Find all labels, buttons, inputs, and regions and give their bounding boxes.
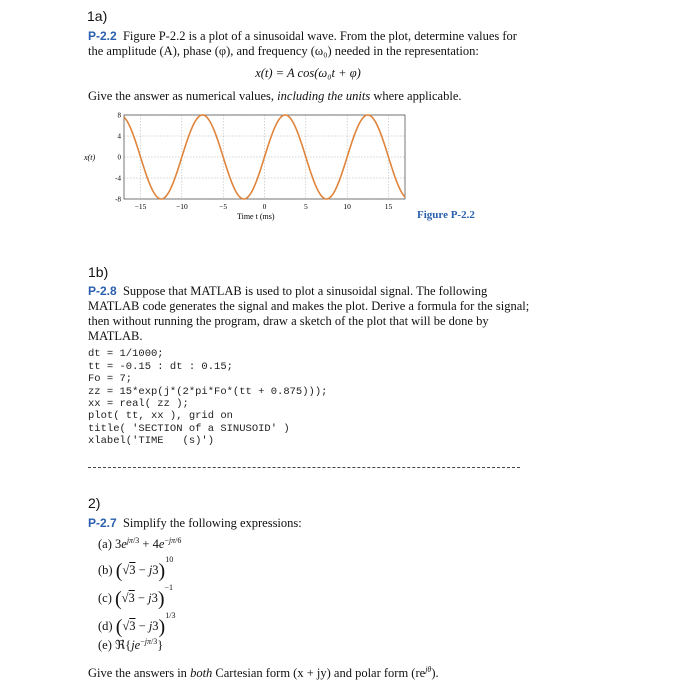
problem-p27-prompt: Simplify the following expressions:	[122, 516, 302, 530]
figure-p22-caption: Figure P-2.2	[417, 209, 475, 221]
code-line: tt = -0.15 : dt : 0.15;	[88, 360, 233, 373]
x-axis-label: Time t (ms)	[237, 212, 275, 221]
expression-a: (a) $3e^{j\pi/3} + 4e^{-j\pi/6}$	[98, 536, 182, 552]
y-tick-label: -4	[115, 174, 121, 183]
y-tick-label: 0	[117, 153, 121, 162]
problem-p28-line3: then without running the program, draw a sketch of the plot that will be done by MATLAB.	[88, 314, 489, 343]
exponent-b: 10	[165, 555, 174, 564]
y-axis-label: x(t)	[84, 153, 96, 162]
section-divider	[88, 467, 520, 468]
final-emphasis: both	[190, 666, 213, 681]
expression-c: (c) $(√3 - j3)^{-1}$	[98, 583, 174, 610]
expression-d: (d) $(√3 - j3)^{1/3}$	[98, 611, 176, 638]
x-tick-label: 15	[384, 202, 393, 211]
problem-p22-id: P-2.2	[88, 29, 117, 43]
final-post: Cartesian form (x + jy) and polar form (re	[212, 666, 426, 681]
problem-p22-equation: x(t) = A cos(ω₀t + φ)	[255, 66, 361, 80]
section-2-label: 2)	[88, 495, 101, 511]
exponent-c: −1	[164, 583, 174, 592]
code-line: plot( tt, xx ), grid on	[88, 410, 233, 423]
x-tick-label: −10	[175, 202, 188, 211]
x-tick-label: 5	[303, 202, 308, 211]
item-label-e: (e)	[98, 638, 112, 653]
y-tick-label: 8	[117, 111, 121, 120]
instruction-pre: Give the answer as numerical values,	[88, 89, 278, 103]
item-label-d: (d)	[98, 619, 113, 633]
problem-p22-instruction	[88, 89, 462, 104]
expression-e: (e) $ℜ\{je^{-j\pi/3}\}$	[98, 637, 164, 653]
problem-p28-line2: MATLAB code generates the signal and makes the plot. Derive a formula for the signal;	[88, 299, 530, 313]
item-label-c: (c)	[98, 591, 112, 605]
code-line: xx = real( zz );	[88, 398, 189, 411]
final-end: ).	[431, 666, 439, 681]
instruction-emphasis: including the units	[277, 89, 371, 103]
x-tick-label: 10	[343, 202, 351, 211]
item-label-b: (b)	[98, 563, 113, 577]
y-tick-label: 4	[117, 132, 121, 141]
exponent-d: 1/3	[165, 611, 176, 620]
x-tick-labels	[135, 202, 393, 211]
final-pre: Give the answers in	[88, 666, 191, 681]
code-line: zz = 15*exp(j*(2*pi*Fo*(tt + 0.875)));	[88, 385, 328, 398]
problem-p27-id: P-2.7	[88, 516, 117, 530]
problem-p22-text	[88, 29, 528, 59]
problem-p22-line1: Figure P-2.2 is a plot of a sinusoidal wave. From the plot, determine values for	[122, 29, 517, 43]
matlab-code-block	[88, 336, 327, 460]
x-tick-label: −15	[134, 202, 147, 211]
y-tick-label: -8	[115, 195, 121, 204]
problem-p28-line1: Suppose that MATLAB is used to plot a sinusoidal signal. The following	[122, 284, 488, 298]
x-tick-label: −5	[219, 202, 228, 211]
problem-p27-final-instruction: Give the answers in both Cartesian form (x + jy) and polar form $(re^{j\theta})$.	[88, 665, 439, 681]
section-1b-label: 1b)	[88, 264, 109, 280]
problem-p28-text	[88, 284, 533, 344]
item-label-a: (a)	[98, 537, 112, 552]
instruction-post: where applicable.	[370, 89, 462, 103]
code-line: Fo = 7;	[88, 373, 133, 386]
problem-p28-id: P-2.8	[88, 284, 117, 298]
x-tick-label: 0	[262, 202, 267, 211]
expression-b: (b) $(√3 - j3)^{10}$	[98, 555, 174, 582]
problem-p27-text	[88, 516, 302, 531]
code-line: dt = 1/1000;	[88, 348, 164, 361]
section-1a-label: 1a)	[87, 8, 108, 24]
y-tick-labels	[115, 112, 121, 204]
problem-p22-line2: the amplitude (A), phase (φ), and frequency (ω₀) needed in the representation:	[88, 44, 479, 58]
code-line: title( 'SECTION of a SINUSOID' )	[88, 422, 290, 435]
code-line: xlabel('TIME (s)')	[88, 435, 215, 448]
